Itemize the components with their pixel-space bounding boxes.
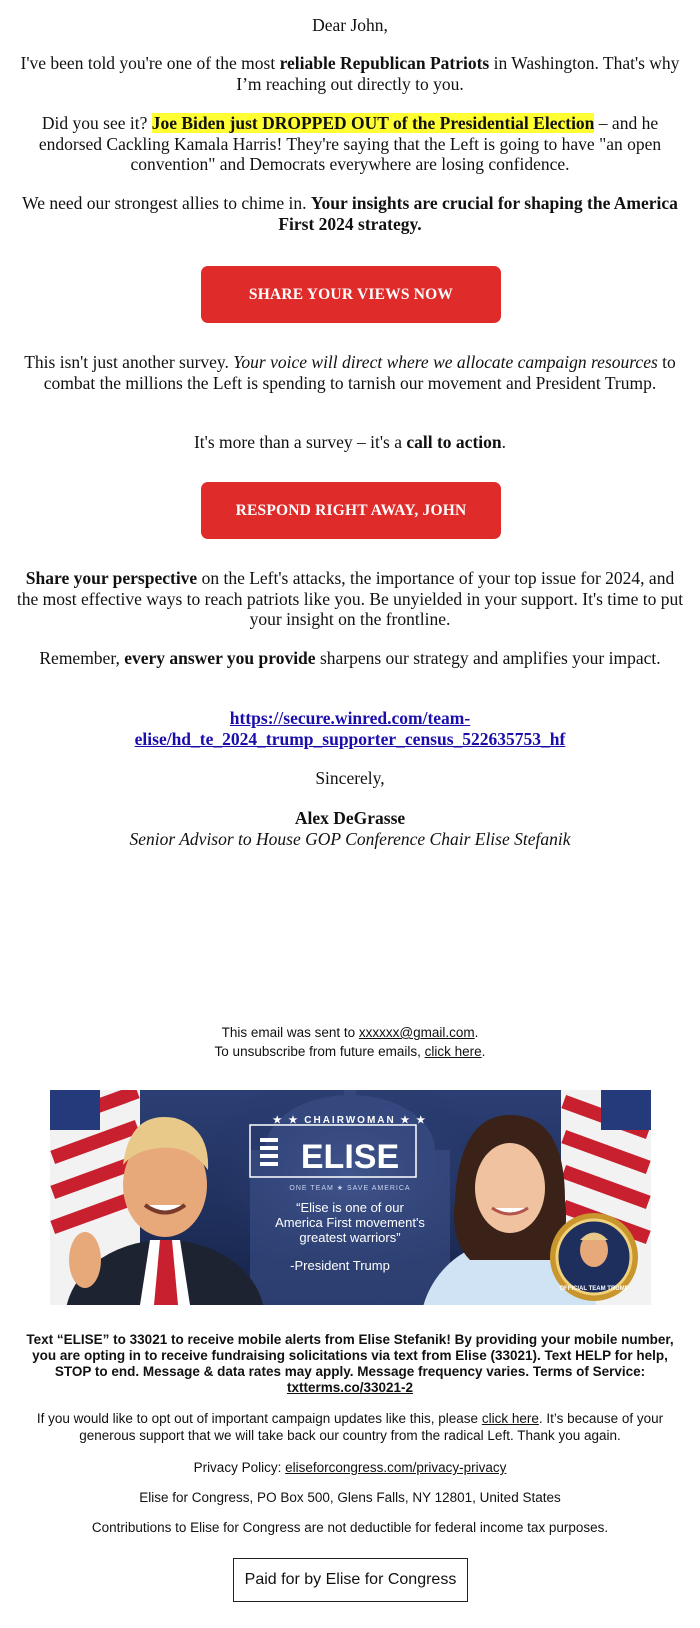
privacy-policy (0, 1458, 700, 1477)
p7-bold: every answer you provide (124, 648, 316, 668)
paid-for-box: Paid for by Elise for Congress (233, 1558, 468, 1602)
highlighted-headline: Joe Biden just DROPPED OUT of the Presidential Election (151, 113, 595, 133)
survey-link-block (0, 708, 700, 749)
banner-tagline: ONE TEAM ★ SAVE AMERICA (289, 1185, 411, 1192)
privacy-label: Privacy Policy: (193, 1460, 286, 1475)
unsub-text-end: . (481, 1044, 486, 1059)
p4-text: This isn't just another survey. (24, 352, 234, 372)
banner-quote-line2: America First movement's (275, 1215, 425, 1230)
p1-text-end: in Washington. That's why I’m reaching out directly to you. (236, 53, 680, 94)
optout-text-end: . It’s because of your generous support that we will take back our country from the radical Left. Thank you again. (79, 1411, 664, 1443)
unsubscribe-link[interactable]: click here (424, 1044, 482, 1059)
privacy-link[interactable]: eliseforcongress.com/privacy-privacy (285, 1460, 507, 1475)
campaign-banner (50, 1090, 651, 1305)
closing: Sincerely, (315, 768, 385, 788)
paragraph-call-to-action (0, 432, 700, 453)
sent-text-end: . (474, 1025, 479, 1040)
banner-quote-line3: greatest warriors” (299, 1230, 401, 1245)
p2-text: Did you see it? (41, 113, 152, 133)
sms-disclaimer (20, 1332, 680, 1396)
signer-name: Alex DeGrasse (294, 808, 406, 828)
p1-bold: reliable Republican Patriots (279, 53, 490, 73)
p6-text: on the Left's attacks, the importance of your top issue for 2024, and the most effective ways to reach patriots like you. Be unyielded in your support. It's time to put your insight on the frontline. (16, 568, 684, 629)
paragraph-allies (0, 193, 700, 234)
survey-link-line1[interactable]: https://secure.winred.com/team- (229, 708, 471, 728)
sms-text: Text “ELISE” to 33021 to receive mobile alerts from Elise Stefanik! By providing your mobile number, you are opting in to receive fundraising solicitations via text from Elise (33021). Text HELP for help, STOP to end. Message & data rates may apply. Message frequency varies. Terms of Service: (26, 1332, 674, 1379)
unsub-text: To unsubscribe from future emails, (214, 1044, 425, 1059)
banner-attribution: -President Trump (290, 1258, 390, 1273)
p6-bold: Share your perspective (25, 568, 198, 588)
banner-quote-line1: “Elise is one of our (296, 1200, 404, 1215)
optout-notice (20, 1410, 680, 1444)
p5-bold: call to action (406, 432, 502, 452)
p3-text: We need our strongest allies to chime in. (22, 193, 311, 213)
p7-text-end: sharpens our strategy and amplifies your impact. (315, 648, 661, 668)
p7-text: Remember, (39, 648, 125, 668)
signer-title: Senior Advisor to House GOP Conference Chair Elise Stefanik (129, 829, 571, 849)
banner-top-label: ★ ★ CHAIRWOMAN ★ ★ (272, 1115, 428, 1126)
p2-text-end: – and he endorsed Cackling Kamala Harris! They're saying that the Left is going to have "an open convention" and Democrats everywhere are losing confidence. (38, 113, 662, 174)
p1-text: I've been told you're one of the most (20, 53, 280, 73)
recipient-email-link[interactable]: xxxxxx@gmail.com (358, 1025, 475, 1040)
contributions-notice: Contributions to Elise for Congress are not deductible for federal income tax purposes. (91, 1520, 609, 1535)
sent-text: This email was sent to (221, 1025, 359, 1040)
banner-logo-text: ELISE (300, 1138, 400, 1176)
optout-link[interactable]: click here (481, 1411, 539, 1426)
greeting: Dear John, (312, 15, 388, 35)
share-views-button[interactable]: SHARE YOUR VIEWS NOW (201, 266, 501, 323)
optout-text: If you would like to opt out of important campaign updates like this, please (36, 1411, 482, 1426)
recipient-notice (0, 1023, 700, 1061)
p4-italic: Your voice will direct where we allocate campaign resources (233, 352, 658, 372)
badge-text: OFFICIAL TEAM TRUMP (559, 1286, 629, 1292)
sms-terms-link[interactable]: txtterms.co/33021-2 (286, 1380, 414, 1395)
survey-link-line2[interactable]: elise/hd_te_2024_trump_supporter_census_522635753_hf (134, 728, 566, 749)
paragraph-remember (0, 648, 700, 669)
p3-bold: Your insights are crucial for shaping the America First 2024 strategy. (278, 193, 678, 234)
paragraph-news (0, 113, 700, 175)
mailing-address: Elise for Congress, PO Box 500, Glens Falls, NY 12801, United States (139, 1490, 561, 1505)
p4-text-end: to combat the millions the Left is spending to tarnish our movement and President Trump. (43, 352, 676, 393)
survey-link[interactable] (135, 708, 566, 749)
p5-text-end: . (501, 432, 506, 452)
paragraph-intro (0, 53, 700, 94)
p5-text: It's more than a survey – it's a (193, 432, 407, 452)
paragraph-survey (0, 352, 700, 393)
respond-button[interactable]: RESPOND RIGHT AWAY, JOHN (201, 482, 501, 539)
paragraph-perspective (0, 568, 700, 630)
